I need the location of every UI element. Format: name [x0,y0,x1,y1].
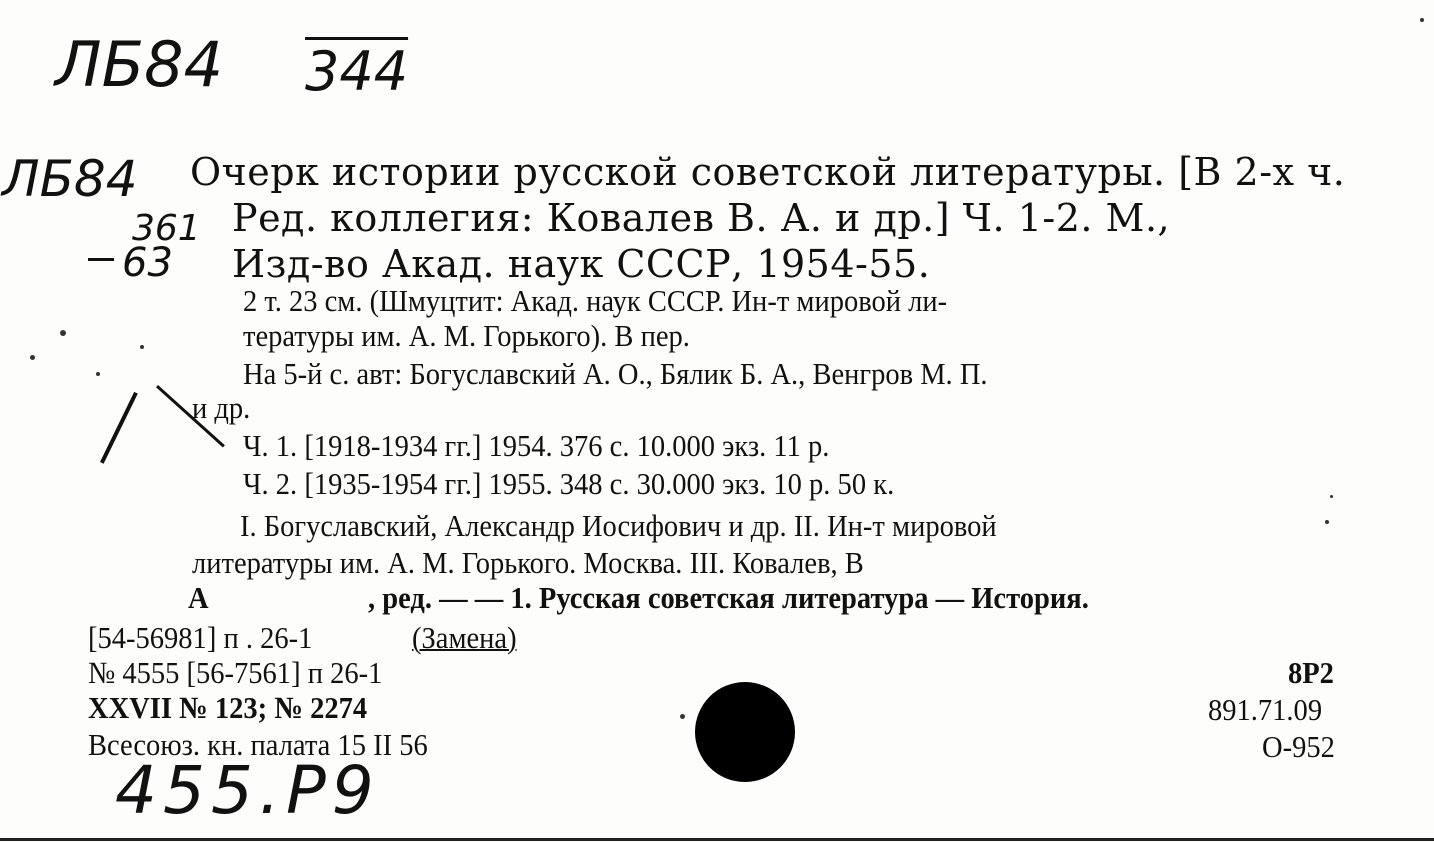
handwritten-bottom-code: 455.Р9 [115,752,380,829]
classification-code-3: О-952 [1262,729,1335,764]
entry-editors-line: Ред. коллегия: Ковалев В. А. и др.] Ч. 1-2. М., [232,196,1171,240]
handwritten-dash [88,258,114,261]
entry-subject-heading: , ред. — — 1. Русская советская литература — История. [368,580,1089,615]
scan-speck [1330,495,1333,498]
entry-part-1: Ч. 1. [1918-1934 гг.] 1954. 376 с. 10.000 экз. 11 р. [243,428,830,463]
footer-replacement-note: (Замена) [412,620,517,655]
scan-speck [30,355,35,360]
footer-order-number-2: № 4555 [56-7561] п 26-1 [88,655,383,690]
entry-title-line: Очерк истории русской советской литературы. [В 2-х ч. [190,150,1346,194]
scan-speck [60,330,66,336]
footer-order-number: [54-56981] п . 26-1 [88,620,313,655]
entry-physical-line-cont: тературы им. А. М. Горького). В пер. [243,318,690,353]
scan-speck [140,345,144,349]
punch-hole [695,682,795,782]
entry-authors-line-cont: и др. [192,390,251,425]
footer-issuer: Всесоюз. кн. палата 15 II 56 [88,727,428,762]
entry-tracings-line: I. Богуславский, Александр Иосифович и др. II. Ин-т мировой [240,508,997,543]
entry-tracings-line-cont: литературы им. А. М. Горького. Москва. III. Ковалев, В [192,545,864,580]
entry-tracings-initial: А [188,580,209,615]
scan-speck [1325,520,1329,524]
entry-authors-line: На 5-й с. авт: Богуславский А. О., Бялик Б. А., Венгров М. П. [243,356,988,391]
handwritten-slash [100,392,138,464]
scan-speck [96,372,100,376]
handwritten-number-top: 344 [305,40,409,103]
classification-code-2: 891.71.09 [1208,692,1323,727]
handwritten-shelf-code-top: ЛБ84 [55,28,224,101]
scan-speck [1420,18,1424,22]
card-bottom-edge [0,838,1434,841]
footer-registry: XXVII № 123; № 2274 [88,690,368,725]
scan-speck [680,714,685,719]
handwritten-suffix-left: 63 [122,240,173,286]
entry-part-2: Ч. 2. [1935-1954 гг.] 1955. 348 с. 30.000 экз. 10 р. 50 к. [243,466,895,501]
handwritten-fraction-left: 361 [132,208,201,249]
entry-physical-line: 2 т. 23 см. (Шмуцтит: Акад. наук СССР. Ин-т мировой ли- [243,283,948,318]
entry-publisher-line: Изд-во Акад. наук СССР, 1954-55. [232,242,931,286]
classification-code-1: 8Р2 [1288,655,1334,690]
handwritten-shelf-code-left: ЛБ84 [2,150,138,208]
